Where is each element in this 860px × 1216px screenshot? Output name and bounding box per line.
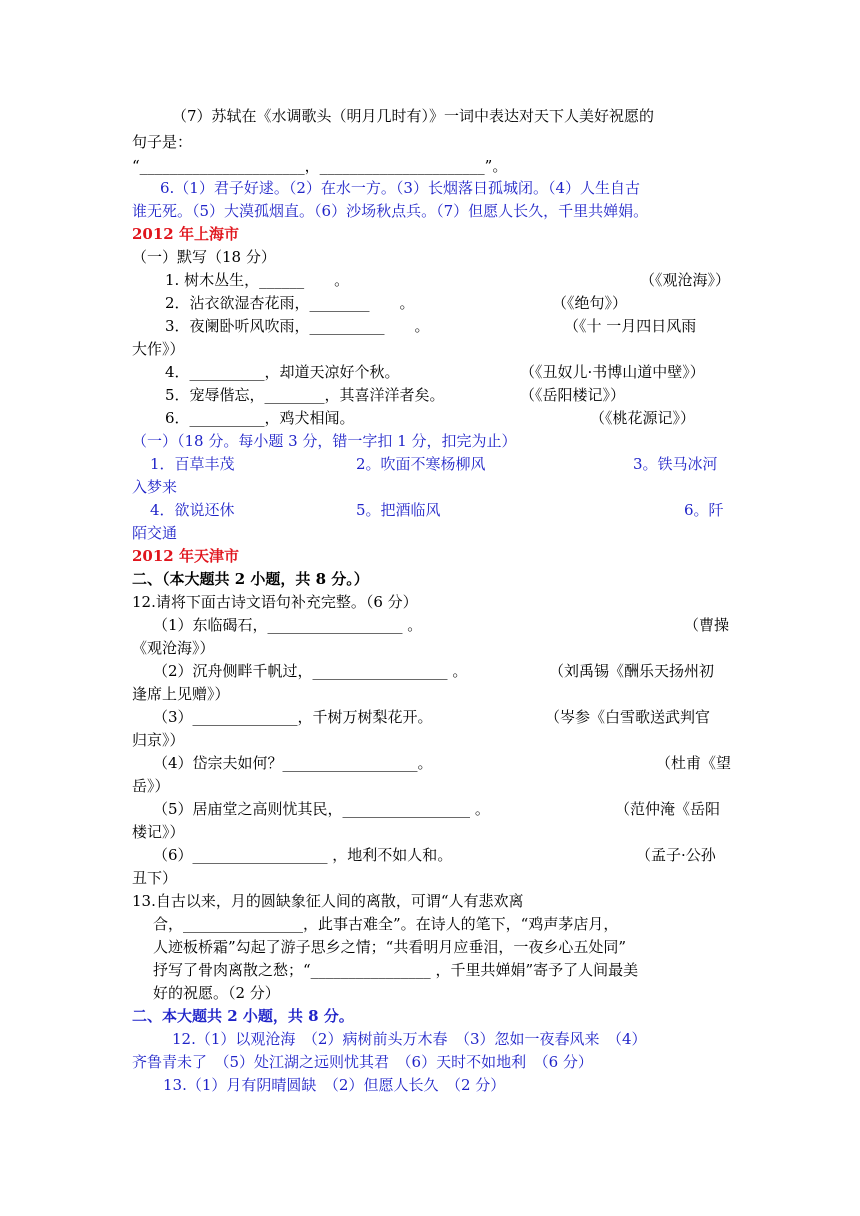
question-13-line-1: 13.自古以来，月的圆缺象征人间的离散，可谓“人有悲欢离 — [132, 892, 524, 910]
question-12-item-5: （5）居庙堂之高则忧其民，_________________ 。 — [153, 800, 490, 818]
question-12-item-3-source-cont: 归京》） — [132, 731, 185, 749]
shanghai-item-3: 3．夜阑卧听风吹雨，__________ 。 — [165, 317, 430, 335]
question-12-item-2: （2）沉舟侧畔千帆过，__________________ 。 — [153, 662, 468, 680]
question-12-item-1-source-cont: 《观沧海》） — [132, 639, 215, 657]
heading-tianjin-2012: 2012 年天津市 — [132, 547, 239, 565]
shanghai-item-1: 1. 树木丛生，______ 。 — [165, 271, 350, 289]
answer-12-line-1: 12.（1）以观沧海 （2）病树前头万木春 （3）忽如一夜春风来 （4） — [172, 1030, 647, 1048]
shanghai-item-4-source: （《丑奴儿·书博山道中壁》） — [520, 363, 705, 381]
shanghai-answer-5: 5。把酒临风 — [356, 501, 441, 519]
question-13-line-4: 抒写了骨肉离散之愁；“________________ ，千里共婵娟”寄予了人间最美 — [153, 961, 639, 979]
heading-shanghai-2012: 2012 年上海市 — [132, 225, 239, 243]
answer-12-line-2: 齐鲁青未了 （5）处江湖之远则忧其君 （6）天时不如地利 （6 分） — [132, 1053, 593, 1071]
shanghai-answer-header: （一）（18 分。每小题 3 分，错一字扣 1 分，扣完为止） — [132, 432, 517, 450]
question-12-item-3-source: （岑参《白雪歌送武判官 — [545, 708, 711, 726]
tianjin-answer-heading: 二、本大题共 2 小题，共 8 分。 — [132, 1007, 354, 1025]
question-12-item-1: （1）东临碣石，__________________ 。 — [153, 616, 423, 634]
shanghai-answer-3-cont: 入梦来 — [132, 478, 178, 496]
question-7-line-2: 句子是： — [132, 133, 193, 151]
question-7-line-1: （7）苏轼在《水调歌头（明月几时有）》一词中表达对天下人美好祝愿的 — [172, 107, 655, 125]
question-12-item-6-source-cont: 丑下） — [132, 869, 178, 887]
question-7-blanks: “______________________，______________________”。 — [132, 157, 508, 175]
question-12-item-2-source: （刘禹锡《酬乐天扬州初 — [549, 662, 715, 680]
question-13-line-3: 人迹板桥霜”勾起了游子思乡之情；“共看明月应垂泪，一夜乡心五处同” — [153, 938, 627, 956]
answer-6-line-1: 6.（1）君子好逑。（2）在水一方。（3）长烟落日孤城闭。（4）人生自古 — [160, 179, 640, 197]
question-12-item-6-source: （孟子·公孙 — [636, 846, 716, 864]
answer-6-line-2: 谁无死。（5）大漠孤烟直。（6）沙场秋点兵。（7）但愿人长久，千里共婵娟。 — [132, 202, 649, 220]
question-12-prompt: 12.请将下面古诗文语句补充完整。（6 分） — [132, 593, 418, 611]
question-12-item-6: （6）__________________ ，地利不如人和。 — [153, 846, 453, 864]
shanghai-item-5-source: （《岳阳楼记》） — [520, 386, 626, 404]
shanghai-item-6: 6．__________，鸡犬相闻。 — [165, 409, 355, 427]
shanghai-item-4: 4．__________，却道天凉好个秋。 — [165, 363, 400, 381]
shanghai-item-2: 2．沾衣欲湿杏花雨，________ 。 — [165, 294, 415, 312]
question-12-item-4-source-cont: 岳》） — [132, 777, 170, 795]
shanghai-item-3-source-cont: 大作》） — [132, 340, 185, 358]
question-12-item-3: （3）______________，千树万树梨花开。 — [153, 708, 433, 726]
question-13-line-2: 合，________________，此事古难全”。在诗人的笔下，“鸡声茅店月， — [153, 915, 619, 933]
shanghai-item-5: 5．宠辱偕忘，________，其喜洋洋者矣。 — [165, 386, 445, 404]
shanghai-answer-3: 3。铁马冰河 — [633, 455, 718, 473]
shanghai-answer-2: 2。吹面不寒杨柳风 — [356, 455, 486, 473]
tianjin-section-title: 二、（本大题共 2 小题，共 8 分。） — [132, 570, 369, 588]
question-12-item-4: （4）岱宗夫如何？__________________。 — [153, 754, 433, 772]
shanghai-answer-1: 1．百草丰茂 — [150, 455, 235, 473]
shanghai-item-1-source: （《观沧海》） — [640, 271, 731, 289]
shanghai-item-2-source: （《绝句》） — [552, 294, 628, 312]
shanghai-answer-4: 4．欲说还休 — [150, 501, 235, 519]
shanghai-section-title: （一）默写（18 分） — [132, 248, 276, 266]
shanghai-item-3-source: （《十 一月四日风雨 — [564, 317, 697, 335]
shanghai-answer-6-cont: 陌交通 — [132, 524, 178, 542]
question-12-item-5-source: （范仲淹《岳阳 — [615, 800, 721, 818]
question-12-item-4-source: （杜甫《望 — [656, 754, 732, 772]
shanghai-answer-6: 6。阡 — [684, 501, 724, 519]
question-12-item-2-source-cont: 逢席上见赠》） — [132, 685, 230, 703]
answer-13: 13.（1）月有阴晴圆缺 （2）但愿人长久 （2 分） — [163, 1076, 506, 1094]
question-12-item-5-source-cont: 楼记》） — [132, 823, 185, 841]
shanghai-item-6-source: （《桃花源记》） — [590, 409, 696, 427]
question-13-line-5: 好的祝愿。（2 分） — [153, 984, 280, 1002]
question-12-item-1-source: （曹操 — [684, 616, 730, 634]
